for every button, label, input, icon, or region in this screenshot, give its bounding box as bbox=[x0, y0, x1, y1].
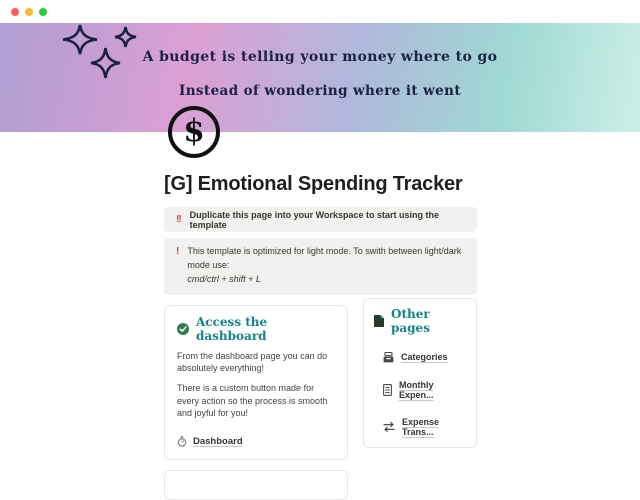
access-dashboard-paragraph-2: There is a custom button made for every action so the process is smooth and joyful for you! bbox=[177, 383, 328, 419]
banner-quote-line1: A budget is telling your money where to go bbox=[142, 49, 498, 65]
left-column bbox=[164, 298, 348, 500]
dollar-page-icon[interactable] bbox=[168, 106, 220, 158]
callout-duplicate-page bbox=[164, 207, 477, 232]
callout-shortcut-text: cmd/ctrl + shift + L bbox=[187, 273, 261, 284]
exclamation-icon: ! bbox=[176, 246, 179, 257]
callout-duplicate-text: Duplicate this page into your Workspace to start using the template bbox=[189, 209, 440, 230]
page-content bbox=[164, 132, 477, 500]
callout-light-mode-line1: This template is optimized for light mode. To swith between light/dark mode use: bbox=[187, 246, 462, 270]
dashboard-page-link[interactable] bbox=[177, 436, 335, 447]
partial-card-below bbox=[164, 470, 348, 500]
categories-link-label: Categories bbox=[401, 352, 448, 363]
document-icon bbox=[374, 315, 384, 327]
page-title: [G] Emotional Spending Tracker bbox=[164, 173, 463, 195]
check-circle-icon bbox=[177, 323, 189, 335]
minimize-window-button[interactable] bbox=[25, 8, 33, 16]
callout-light-mode-text bbox=[187, 245, 465, 287]
callout-light-mode bbox=[164, 238, 477, 295]
other-pages-heading: Other pages bbox=[391, 306, 430, 335]
access-dashboard-heading-row bbox=[177, 315, 335, 343]
banner-quote-line2: Instead of wondering where it went bbox=[179, 83, 461, 99]
access-dashboard-paragraph-1: From the dashboard page you can do absolutely everything! bbox=[177, 350, 328, 374]
double-exclamation-icon: !! bbox=[176, 213, 181, 225]
right-column bbox=[363, 298, 477, 500]
access-dashboard-heading: Access the dashboard bbox=[196, 314, 268, 343]
expense-transactions-page-link[interactable] bbox=[383, 417, 466, 437]
left-right-arrows-icon bbox=[383, 422, 395, 432]
monthly-expenses-link-label: Monthly Expen... bbox=[399, 379, 434, 400]
window-titlebar bbox=[0, 0, 640, 23]
ledger-icon bbox=[383, 384, 392, 396]
zoom-window-button[interactable] bbox=[39, 8, 47, 16]
dashboard-page-icon bbox=[177, 436, 187, 447]
two-column-layout bbox=[164, 298, 477, 500]
other-pages-heading-row bbox=[374, 307, 466, 335]
card-file-box-icon bbox=[383, 352, 394, 363]
dashboard-link-label: Dashboard bbox=[193, 435, 243, 447]
access-dashboard-card bbox=[164, 305, 348, 460]
categories-page-link[interactable] bbox=[383, 352, 466, 363]
dollar-symbol: $ bbox=[183, 113, 205, 149]
other-pages-card bbox=[363, 298, 477, 448]
page-cover-banner bbox=[0, 23, 640, 132]
close-window-button[interactable] bbox=[11, 8, 19, 16]
monthly-expenses-page-link[interactable] bbox=[383, 380, 466, 400]
expense-transactions-link-label: Expense Trans... bbox=[402, 416, 440, 437]
